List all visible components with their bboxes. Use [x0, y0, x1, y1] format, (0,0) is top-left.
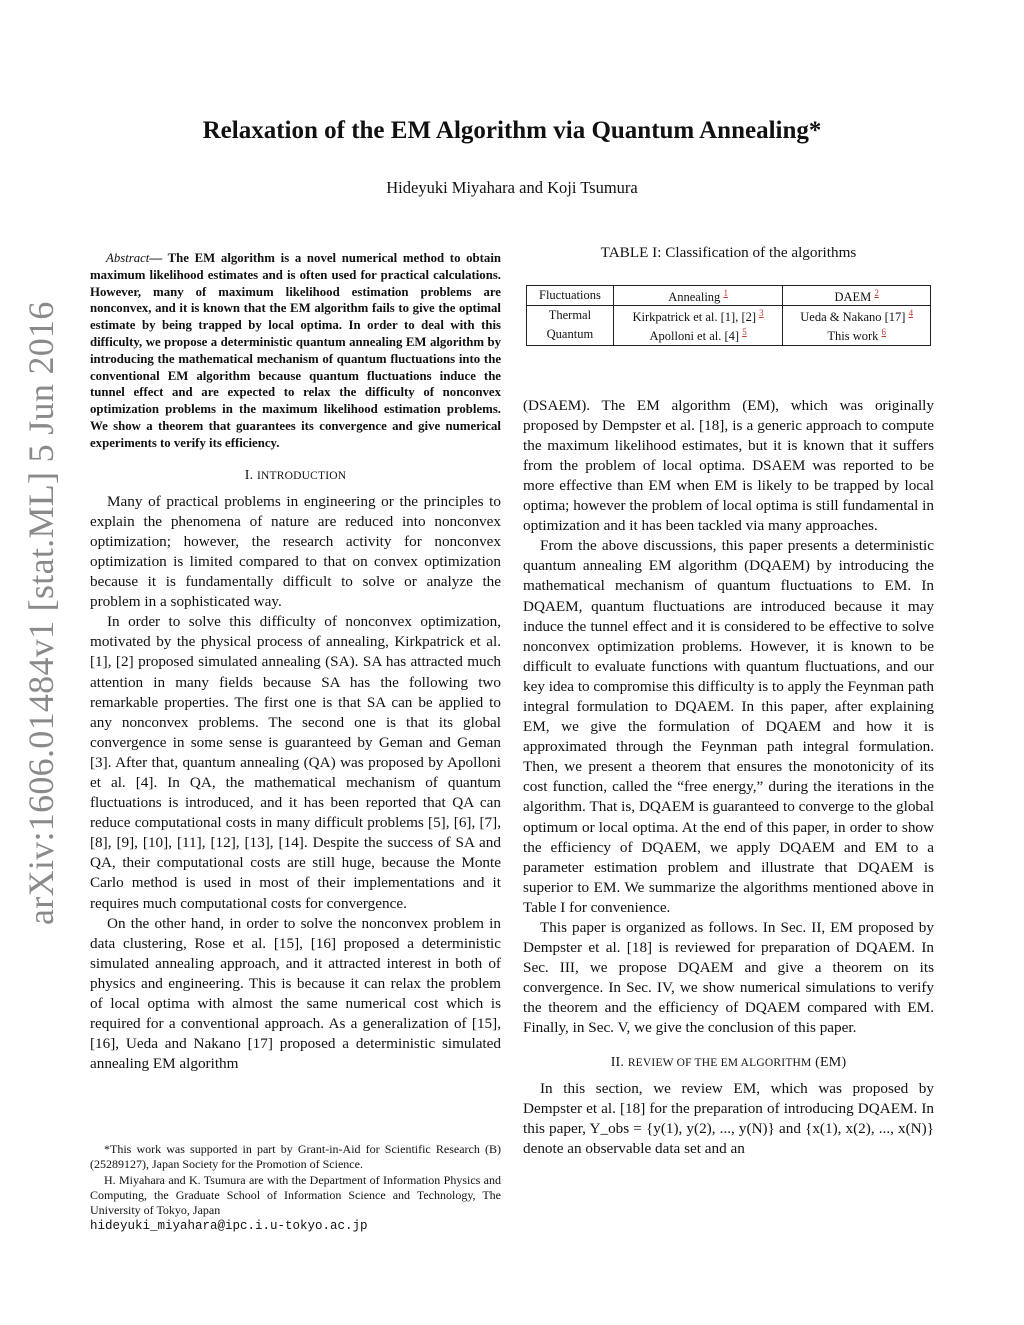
author-email[interactable]: hideyuki_miyahara@ipc.i.u-tokyo.ac.jp [90, 1219, 368, 1234]
table-cell: Quantum [527, 325, 614, 345]
paper-authors: Hideyuki Miyahara and Koji Tsumura [386, 178, 638, 197]
table-cell: This work $^6$ [783, 325, 931, 345]
arxiv-stamp: arXiv:1606.01484v1 [stat.ML] 5 Jun 2016 [21, 301, 61, 925]
intro-paragraph-3: On the other hand, in order to solve the nonconvex problem in data clustering, Rose et al. [15], [16] proposed a deterministic simulated annealing approach, and it attracted interest in both of physics and engineering. This is because it can relax the problem of local optima with almost the same numerical cost which is required for a conventional approach. As a generalization of [15], [16], Ueda and Nakano [17] proposed a deterministic simulated annealing EM algorithm [90, 914, 501, 1073]
classification-table [526, 285, 931, 345]
table-header-cell: DAEM $^2$ [783, 286, 931, 306]
abstract [90, 250, 501, 452]
table-cell: Apolloni et al. [4] $^5$ [613, 325, 783, 345]
intro-paragraph-4: (DSAEM). The EM algorithm (EM), which was originally proposed by Dempster et al. [18], is a generic approach to compute the maximum likelihood estimates, but it is known that it suffers from the problem of local optima. DSAEM was reported to be more effective than EM when EM is likely to be trapped by local optima; however the problem of local optima is still fundamental in optimization and it has been tackled via many approaches. [523, 396, 934, 535]
table-cell: Ueda & Nakano [17] $^4$ [783, 306, 931, 326]
table-header-cell: Annealing $^1$ [613, 286, 783, 306]
paper-title: Relaxation of the EM Algorithm via Quantum Annealing* [202, 117, 822, 144]
table-cell: Thermal [527, 306, 614, 326]
table-note-link[interactable]: 6 [881, 327, 887, 338]
intro-paragraph-6: This paper is organized as follows. In Sec. II, EM proposed by Dempster et al. [18] is reviewed for preparation of DQAEM. In Sec. III, we propose DQAEM and give a theorem on its convergence. In Sec. IV, we show numerical simulations to verify the theorem and the efficiency of DQAEM compared with EM. Finally, in Sec. V, we give the conclusion of this paper. [523, 919, 934, 1037]
table-note-link[interactable]: 2 [874, 288, 879, 299]
section-2-heading: II. REVIEW OF THE EM ALGORITHM (EM) [610, 1054, 847, 1070]
table-note-link[interactable]: 5 [742, 327, 747, 338]
abstract-label: Abstract [106, 251, 150, 265]
section-1-heading: I. INTRODUCTION [244, 467, 347, 483]
intro-paragraph-2: In order to solve this difficulty of nonconvex optimization, motivated by the physical process of annealing, Kirkpatrick et al. [1], [2] proposed simulated annealing (SA). SA has attracted much attention in many fields because SA has the following two remarkable properties. The first one is that SA can be applied to any nonconvex problems. The second one is that its global convergence in some sense is guaranteed by Geman and Geman [3]. After that, quantum annealing (QA) was proposed by Apolloni et al. [4]. In QA, the mathematical mechanism of quantum fluctuations is introduced, and it has been reported that QA can reduce computational costs in many difficult problems [5], [6], [7], [8], [9], [10], [11], [12], [13], [14]. Despite the success of SA and QA, their computational costs are still huge, because the Monte Carlo method is used in most of their implementations and it requires much computational costs for convergence. [90, 613, 501, 912]
intro-paragraph-1: Many of practical problems in engineering or the principles to explain the phenomena of nature are reduced into nonconvex optimization; however, the research activity for nonconvex optimization is limited compared to that on convex optimization because it is fundamentally difficult to solve or analyze the problem in a sophisticated way. [90, 492, 501, 611]
footnotes [90, 1137, 501, 1235]
table-note-link[interactable]: 4 [908, 308, 914, 319]
table-cell: Kirkpatrick et al. [1], [2] $^3$ [613, 306, 783, 326]
footnote-affiliation: H. Miyahara and K. Tsumura are with the Department of Information Physics and Computing, the Graduate School of Information Science and Technology, The University of Tokyo, Japan hideyuki_miyahara@ipc.i.u-tokyo.ac.jp [90, 1172, 501, 1234]
review-paragraph-1: In this section, we review EM, which was proposed by Dempster et al. [18] for the preparation of introducing DQAEM. In this paper, Y_obs = {y(1), y(2), ..., y(N)} and {x(1), x(2), ..., x(N)} denote an observable data set and an [523, 1079, 934, 1157]
table-row [527, 306, 931, 326]
footnote-funding: *This work was supported in part by Grant-in-Aid for Scientific Research (B) (25289127), Japan Society for the Promotion of Science. [90, 1142, 501, 1172]
intro-paragraph-5: From the above discussions, this paper presents a deterministic quantum annealing EM algorithm (DQAEM) by introducing the mathematical mechanism of quantum fluctuations to EM. In DQAEM, quantum fluctuations are introduced because it may induce the tunnel effect and it is considered to be effective to solve nonconvex optimization problems. However, it is known to be difficult to evaluate functions with quantum fluctuations, and our key idea to compromise this difficulty is to apply the Feynman path integral formulation to DQAEM. In this paper, after explaining EM, we give the formulation of DQAEM and how it is approximated through the Feynman path integral formulation. Then, we present a theorem that ensures the monotonicity of its cost function, called the “free energy,” during the iterations in the algorithm. That is, DQAEM is guaranteed to converge to the global optimum or local optima. At the end of this paper, in order to show the efficiency of DQAEM, we apply DQAEM and EM to a parameter estimation problem and illustrate that DQAEM is superior to EM. We summarize the algorithms mentioned above in Table I for convenience. [523, 537, 934, 916]
table-caption: TABLE I: Classification of the algorithms [600, 244, 857, 261]
table-note-link[interactable]: 3 [759, 308, 764, 319]
table-row [527, 325, 931, 345]
right-column [523, 243, 934, 1159]
table-header-row [527, 286, 931, 306]
table-header-cell: Fluctuations [527, 286, 614, 306]
left-column [90, 250, 501, 1074]
abstract-text: — The EM algorithm is a novel numerical method to obtain maximum likelihood estimates and is often used for practical calculations. However, many of maximum likelihood estimation problems are nonconvex, and it is known that the EM algorithm fails to give the optimal estimate by being trapped by local optima. In order to deal with this difficulty, we propose a deterministic quantum annealing EM algorithm by introducing the mathematical mechanism of quantum fluctuations into the conventional EM algorithm because quantum fluctuations induce the tunnel effect and are expected to relax the difficulty of nonconvex optimization problems in the maximum likelihood estimation problems. We show a theorem that guarantees its convergence and give numerical experiments to verify its efficiency. [90, 251, 501, 450]
table-note-link[interactable]: 1 [723, 288, 728, 299]
